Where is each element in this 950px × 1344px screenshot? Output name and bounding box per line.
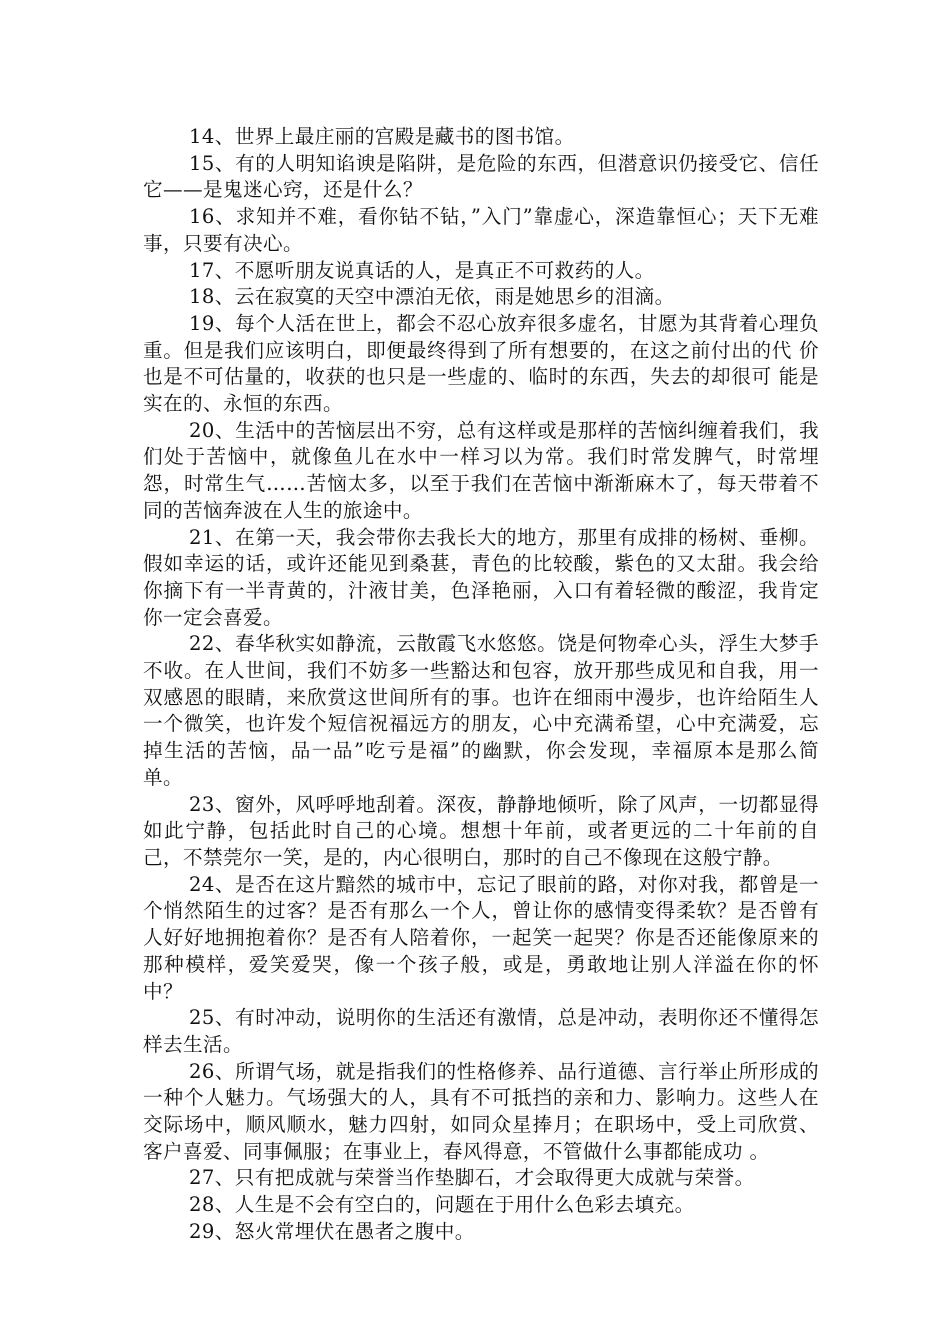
paragraph-18: 18、云在寂寞的天空中漂泊无依，雨是她思乡的泪滴。 [189,285,675,309]
paragraph-17: 17、不愿听朋友说真话的人，是真正不可救药的人。 [189,258,655,282]
paragraph-15: 15、有的人明知谄谀是陷阱，是危险的东西，但潜意识仍接受它、信任它——是鬼迷心窍，还是什么？ [143,151,819,202]
paragraph-28: 28、人生是不会有空白的，问题在于用什么色彩去填充。 [189,1193,695,1217]
paragraph-23: 23、窗外，风呼呼地刮着。深夜，静静地倾听，除了风声，一切都显得如此宁静，包括此时自己的心境。想想十年前，或者更远的二十年前的自己，不禁莞尔一笑，是的，内心很明白，那时的自己不像现在这般宁静。 [143,792,819,869]
paragraph-29: 29、怒火常埋伏在愚者之腹中。 [189,1219,475,1243]
paragraph-16: 16、求知并不难，看你钻不钻，”入门”靠虚心，深造靠恒心；天下无难事，只要有决心。 [143,205,819,255]
paragraph-25: 25、有时冲动，说明你的生活还有激情，总是冲动，表明你还不懂得怎样去生活。 [143,1006,819,1056]
paragraph-21: 21、在第一天，我会带你去我长大的地方，那里有成排的杨树、垂柳。假如幸运的话，或许还能见到桑葚，青色的比较酸，紫色的又太甜。我会给你摘下有一半青黄的，汁液甘美，色泽艳丽，入口有着轻微的酸涩，我肯定你一定会喜爱。 [143,525,819,629]
paragraph-26: 26、所谓气场，就是指我们的性格修养、品行道德、言行举止所形成的一种个人魅力。气场强大的人，具有不可抵挡的亲和力、影响力。这些人在交际场中，顺风顺水，魅力四射，如同众星捧月；在职场中，受上司欣赏、客户喜爱、同事佩服；在事业上，春风得意，不管做什么事都能成功 。 [143,1059,819,1163]
paragraph-27: 27、只有把成就与荣誉当作垫脚石，才会取得更大成就与荣誉。 [189,1166,755,1190]
paragraph-22: 22、春华秋实如静流，云散霞飞水悠悠。饶是何物牵心头，浮生大梦手不收。在人世间，我们不妨多一些豁达和包容，放开那些成见和自我，用一双感恩的眼睛，来欣赏这世间所有的事。也许在细雨中漫步，也许给陌生人一个微笑，也许发个短信祝福远方的朋友，心中充满希望，心中充满爱，忘掉生活的苦恼，品一品”吃亏是福”的幽默，你会发现，幸福原本是那么简单。 [143,632,819,789]
paragraph-14: 14、世界上最庄丽的宫殿是藏书的图书馆。 [189,125,575,148]
paragraph-24: 24、是否在这片黯然的城市中，忘记了眼前的路，对你对我，都曾是一个悄然陌生的过客？是否有那么一个人，曾让你的感情变得柔软？是否曾有人好好地拥抱着你？是否有人陪着你，一起笑一起哭？你是否还能像原来的那种模样，爱笑爱哭，像一个孩子般，或是，勇敢地让别人洋溢在你的怀中？ [143,872,819,1003]
document-body [143,124,826,1246]
paragraph-20: 20、生活中的苦恼层出不穷，总有这样或是那样的苦恼纠缠着我们，我们处于苦恼中，就像鱼儿在水中一样习以为常。我们时常发脾气，时常埋怨，时常生气……苦恼太多，以至于我们在苦恼中渐渐麻木了，每天带着不同的苦恼奔波在人生的旅途中。 [143,418,819,522]
paragraph-19: 19、每个人活在世上，都会不忍心放弃很多虚名，甘愿为其背着心理负 重。但是我们应该明白，即便最终得到了所有想要的，在这之前付出的代 价也是不可估量的，收获的也只是一些虚的、临时的东西，失去的却很可 能是实在的、永恒的东西。 [143,311,826,416]
